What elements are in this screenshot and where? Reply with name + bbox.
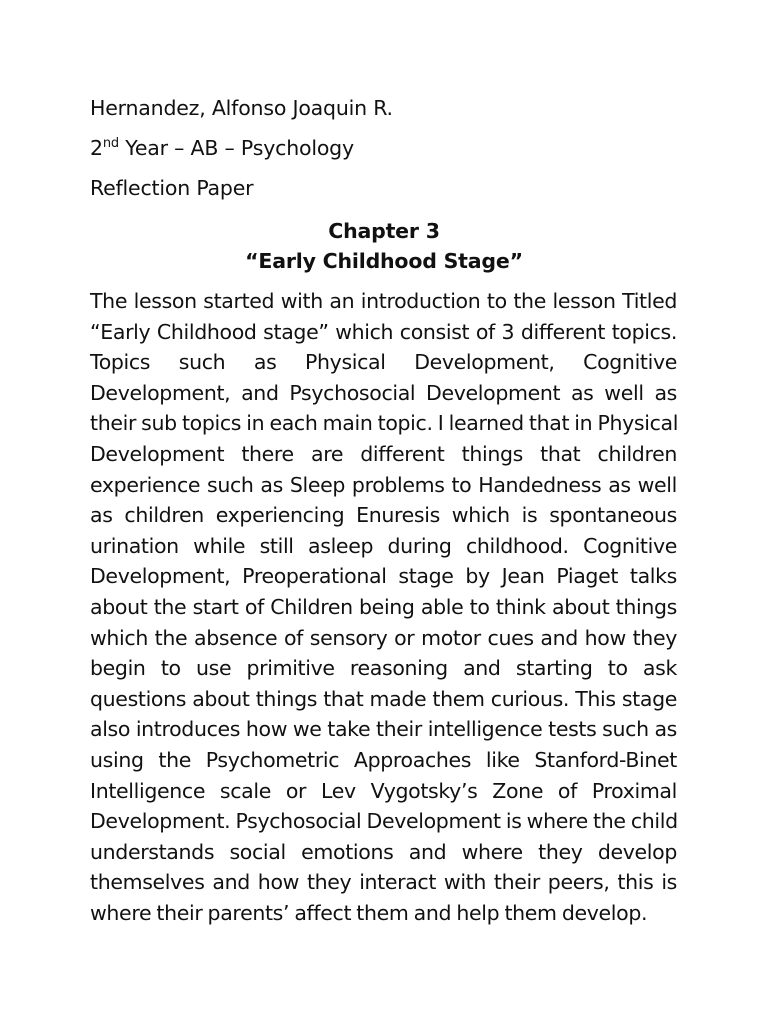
body-line: Development, and Psychosocial Development as well as — [90, 380, 677, 405]
body-line: also introduces how we take their intelligence tests such as — [90, 717, 677, 742]
year-course-line — [90, 134, 354, 162]
year-ordinal-suffix: nd — [102, 136, 119, 151]
chapter-subtitle: “Early Childhood Stage” — [245, 249, 523, 273]
body-line: begin to use primitive reasoning and starting to ask — [90, 656, 677, 681]
body-line: Intelligence scale or Lev Vygotsky’s Zone of Proximal — [90, 778, 677, 803]
body-line: experience such as Sleep problems to Handedness as well — [90, 472, 677, 497]
body-line: where their parents’ affect them and help them develop. — [90, 900, 648, 925]
year-course-text: Year – AB – Psychology — [118, 136, 354, 160]
year-number: 2 — [90, 136, 103, 160]
body-line: as children experiencing Enuresis which is spontaneous — [90, 503, 677, 528]
body-line: using the Psychometric Approaches like Stanford-Binet — [90, 747, 677, 772]
body-paragraph — [90, 286, 677, 928]
body-line: questions about things that made them curious. This stage — [90, 686, 677, 711]
author-name-text: Hernandez, Alfonso Joaquin R. — [90, 96, 393, 120]
body-line: understands social emotions and where they develop — [90, 839, 677, 864]
body-line: their sub topics in each main topic. I learned that in Physical — [90, 411, 679, 436]
body-line: Topics such as Physical Development, Cognitive — [90, 350, 677, 375]
body-line: Development there are different things that children — [90, 441, 677, 466]
document-type — [90, 174, 253, 202]
body-line: “Early Childhood stage” which consist of 3 different topics. — [90, 319, 677, 344]
document-type-text: Reflection Paper — [90, 176, 254, 200]
author-name — [90, 94, 393, 122]
body-line: about the start of Children being able to think about things — [90, 594, 677, 619]
body-line: which the absence of sensory or motor cues and how they — [90, 625, 677, 650]
body-line: urination while still asleep during childhood. Cognitive — [90, 533, 677, 558]
body-line: Development, Preoperational stage by Jean Piaget talks — [90, 564, 677, 589]
body-line: The lesson started with an introduction to the lesson Titled — [90, 289, 677, 313]
body-line: Development. Psychosocial Development is where the child — [90, 809, 678, 834]
chapter-title: Chapter 3 — [328, 219, 440, 243]
body-line: themselves and how they interact with their peers, this is — [90, 870, 677, 895]
